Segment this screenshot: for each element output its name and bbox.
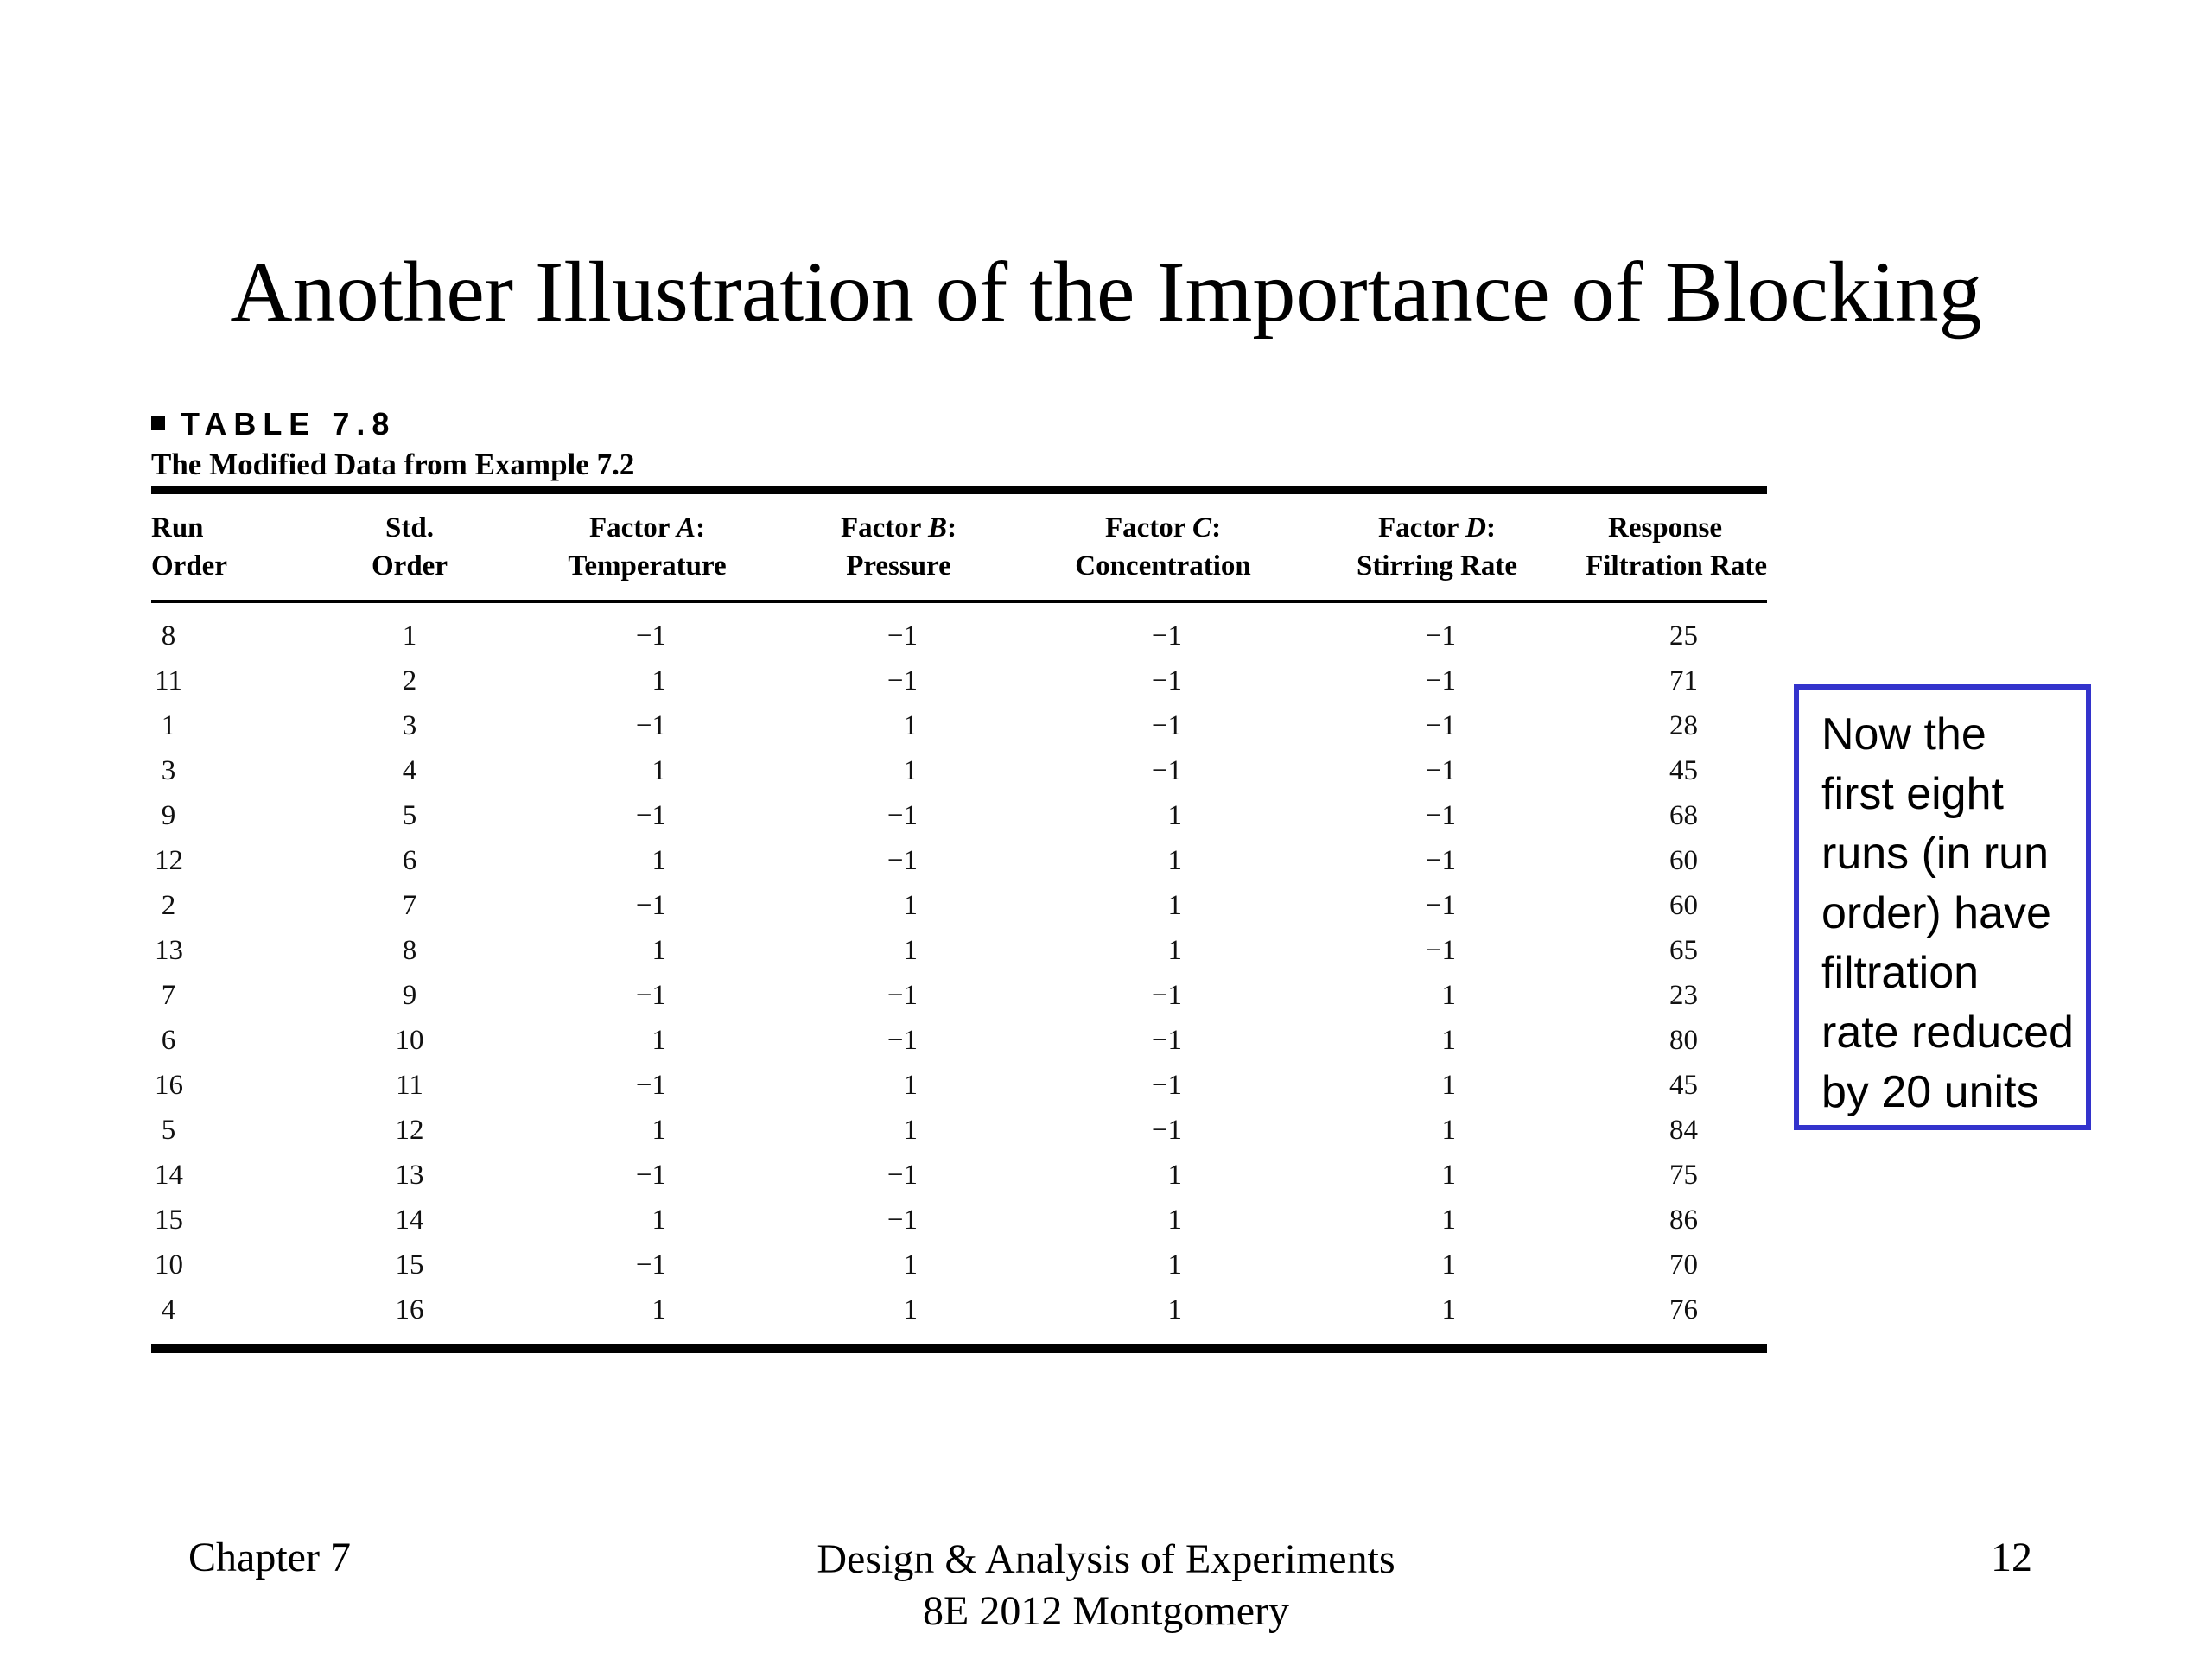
- cell-run-order: [151, 1160, 307, 1192]
- cell-factor-a: [512, 710, 782, 742]
- cell-factor-a: [512, 1205, 782, 1236]
- cell-factor-a: [512, 800, 782, 832]
- cell-std-order-value: 13: [395, 1159, 424, 1191]
- cell-std-order-value: 14: [395, 1204, 424, 1236]
- cell-response-value: 23: [1669, 979, 1698, 1011]
- cell-factor-c: [1015, 1205, 1311, 1236]
- cell-response-value: 75: [1669, 1159, 1698, 1191]
- cell-std-order: [307, 890, 512, 922]
- cell-factor-c: [1015, 890, 1311, 922]
- cell-factor-a: [512, 1115, 782, 1147]
- cell-run-order: [151, 665, 307, 697]
- cell-std-order-value: 10: [395, 1024, 424, 1056]
- cell-factor-a: [512, 665, 782, 697]
- cell-run-order-value: 16: [155, 1069, 183, 1101]
- cell-factor-b-value: −1: [887, 799, 918, 831]
- table-row: [151, 928, 1767, 973]
- footer-page-number: 12: [1991, 1535, 2032, 1580]
- callout-line: order) have: [1821, 888, 2051, 938]
- slide-title: Another Illustration of the Importance of Blocking: [230, 244, 1982, 340]
- cell-response: [1563, 620, 1767, 652]
- cell-run-order-value: 4: [161, 1294, 176, 1325]
- cell-response-value: 25: [1669, 620, 1698, 652]
- header-response: [1563, 509, 1767, 585]
- cell-factor-c-value: −1: [1151, 709, 1182, 741]
- cell-factor-a-value: 1: [652, 1204, 666, 1236]
- cell-factor-d: [1311, 1115, 1563, 1147]
- cell-response: [1563, 755, 1767, 787]
- footer-chapter: Chapter 7: [188, 1535, 351, 1580]
- cell-factor-c-value: 1: [1167, 1159, 1182, 1191]
- cell-factor-b: [782, 665, 1015, 697]
- cell-response: [1563, 1070, 1767, 1102]
- cell-std-order-value: 4: [402, 754, 417, 786]
- square-bullet-icon: [151, 416, 165, 430]
- cell-run-order: [151, 1249, 307, 1281]
- cell-factor-c-value: 1: [1167, 1204, 1182, 1236]
- cell-std-order: [307, 1294, 512, 1326]
- cell-factor-d-value: −1: [1425, 799, 1456, 831]
- cell-response-value: 45: [1669, 754, 1698, 786]
- cell-std-order-value: 8: [402, 934, 417, 966]
- cell-factor-b: [782, 890, 1015, 922]
- cell-factor-b: [782, 1160, 1015, 1192]
- header-text: :: [947, 512, 957, 543]
- cell-factor-c: [1015, 935, 1311, 967]
- cell-response-value: 60: [1669, 844, 1698, 876]
- cell-response: [1563, 890, 1767, 922]
- cell-factor-a-value: 1: [652, 664, 666, 696]
- header-var: B: [928, 512, 948, 543]
- cell-factor-b: [782, 1025, 1015, 1057]
- cell-factor-c: [1015, 845, 1311, 877]
- cell-factor-c-value: −1: [1151, 1024, 1182, 1056]
- cell-factor-b-value: 1: [903, 1294, 918, 1325]
- cell-run-order-value: 1: [161, 709, 176, 741]
- cell-factor-a: [512, 1249, 782, 1281]
- footer-course-line: Design & Analysis of Experiments: [817, 1536, 1395, 1582]
- cell-std-order: [307, 935, 512, 967]
- cell-response-value: 68: [1669, 799, 1698, 831]
- callout-line: rate reduced: [1821, 1007, 2074, 1058]
- cell-factor-c-value: 1: [1167, 1294, 1182, 1325]
- cell-response: [1563, 1249, 1767, 1281]
- cell-factor-d: [1311, 890, 1563, 922]
- cell-factor-d-value: −1: [1425, 664, 1456, 696]
- cell-factor-a: [512, 620, 782, 652]
- table-row: [151, 1108, 1767, 1153]
- cell-factor-d: [1311, 1249, 1563, 1281]
- cell-response-value: 76: [1669, 1294, 1698, 1325]
- cell-std-order: [307, 980, 512, 1012]
- callout-line: first eight: [1821, 769, 2004, 819]
- header-line: Response: [1607, 512, 1723, 543]
- header-line: [782, 509, 1015, 547]
- cell-factor-c: [1015, 1115, 1311, 1147]
- cell-factor-b: [782, 980, 1015, 1012]
- cell-factor-c: [1015, 665, 1311, 697]
- cell-std-order: [307, 1205, 512, 1236]
- cell-run-order-value: 13: [155, 934, 183, 966]
- cell-std-order-value: 15: [395, 1249, 424, 1281]
- cell-factor-c: [1015, 620, 1311, 652]
- callout-line: runs (in run: [1821, 829, 2049, 879]
- cell-factor-a-value: −1: [635, 1249, 666, 1281]
- cell-factor-d: [1311, 620, 1563, 652]
- cell-factor-c-value: 1: [1167, 844, 1182, 876]
- header-line: [1015, 509, 1311, 547]
- cell-factor-a-value: 1: [652, 844, 666, 876]
- cell-factor-b: [782, 1205, 1015, 1236]
- cell-factor-a-value: −1: [635, 979, 666, 1011]
- cell-factor-c: [1015, 1249, 1311, 1281]
- cell-factor-a-value: 1: [652, 1294, 666, 1325]
- header-factor-d: [1311, 509, 1563, 585]
- callout-line: Now the: [1821, 709, 1986, 760]
- cell-run-order: [151, 1294, 307, 1326]
- table-header: [151, 494, 1767, 600]
- cell-factor-c: [1015, 755, 1311, 787]
- cell-factor-d: [1311, 1160, 1563, 1192]
- cell-run-order: [151, 1070, 307, 1102]
- cell-factor-b-value: −1: [887, 620, 918, 652]
- header-text: Factor: [1378, 512, 1466, 543]
- cell-factor-d: [1311, 1294, 1563, 1326]
- cell-factor-b: [782, 710, 1015, 742]
- cell-run-order-value: 14: [155, 1159, 183, 1191]
- header-var: A: [677, 512, 696, 543]
- header-factor-a: [512, 509, 782, 585]
- header-text: :: [1211, 512, 1222, 543]
- cell-factor-b: [782, 845, 1015, 877]
- cell-factor-d-value: 1: [1441, 1249, 1456, 1281]
- cell-factor-c-value: 1: [1167, 934, 1182, 966]
- cell-factor-d-value: 1: [1441, 979, 1456, 1011]
- cell-factor-b-value: −1: [887, 664, 918, 696]
- cell-std-order-value: 12: [395, 1114, 424, 1146]
- header-line: Temperature: [568, 550, 727, 582]
- cell-factor-d-value: −1: [1425, 844, 1456, 876]
- header-run-order: [151, 509, 307, 585]
- cell-factor-d-value: 1: [1441, 1294, 1456, 1325]
- table-row: [151, 1153, 1767, 1198]
- table-row: [151, 1243, 1767, 1287]
- cell-factor-c: [1015, 980, 1311, 1012]
- cell-factor-c: [1015, 1070, 1311, 1102]
- cell-factor-d-value: −1: [1425, 754, 1456, 786]
- cell-run-order-value: 3: [161, 754, 176, 786]
- cell-factor-d: [1311, 1205, 1563, 1236]
- cell-std-order-value: 5: [402, 799, 417, 831]
- cell-run-order-value: 6: [161, 1024, 176, 1056]
- header-line: Run: [151, 512, 204, 543]
- cell-factor-d-value: −1: [1425, 889, 1456, 921]
- cell-std-order: [307, 845, 512, 877]
- cell-run-order: [151, 800, 307, 832]
- cell-std-order-value: 9: [402, 979, 417, 1011]
- cell-factor-a-value: 1: [652, 1024, 666, 1056]
- cell-response: [1563, 1205, 1767, 1236]
- header-var: D: [1465, 512, 1486, 543]
- cell-response: [1563, 1160, 1767, 1192]
- cell-factor-d-value: −1: [1425, 934, 1456, 966]
- header-line: Filtration Rate: [1586, 550, 1767, 582]
- header-line: Pressure: [846, 550, 951, 582]
- cell-std-order: [307, 1249, 512, 1281]
- cell-factor-b-value: 1: [903, 754, 918, 786]
- table-top-rule: [151, 486, 1767, 494]
- cell-factor-a-value: −1: [635, 799, 666, 831]
- cell-factor-b-value: −1: [887, 844, 918, 876]
- cell-response: [1563, 980, 1767, 1012]
- cell-factor-d-value: −1: [1425, 620, 1456, 652]
- cell-run-order-value: 8: [161, 620, 176, 652]
- cell-response: [1563, 935, 1767, 967]
- cell-factor-d: [1311, 755, 1563, 787]
- cell-factor-d-value: 1: [1441, 1114, 1456, 1146]
- cell-factor-d: [1311, 845, 1563, 877]
- table-row: [151, 793, 1767, 838]
- cell-factor-d-value: 1: [1441, 1024, 1456, 1056]
- table-row: [151, 613, 1767, 658]
- cell-factor-b-value: −1: [887, 1159, 918, 1191]
- table-row: [151, 838, 1767, 883]
- cell-std-order: [307, 710, 512, 742]
- cell-std-order-value: 7: [402, 889, 417, 921]
- cell-response: [1563, 710, 1767, 742]
- cell-response-value: 80: [1669, 1024, 1698, 1056]
- cell-factor-c-value: 1: [1167, 1249, 1182, 1281]
- header-text: Factor: [1104, 512, 1193, 543]
- cell-std-order-value: 2: [402, 664, 417, 696]
- header-factor-c: [1015, 509, 1311, 585]
- cell-response: [1563, 665, 1767, 697]
- cell-run-order: [151, 755, 307, 787]
- header-text: Factor: [588, 512, 677, 543]
- cell-factor-c-value: −1: [1151, 620, 1182, 652]
- header-line: Concentration: [1075, 550, 1251, 582]
- table-body: [151, 603, 1767, 1344]
- cell-std-order: [307, 665, 512, 697]
- cell-factor-b-value: 1: [903, 934, 918, 966]
- cell-factor-a-value: −1: [635, 620, 666, 652]
- cell-factor-a-value: −1: [635, 709, 666, 741]
- cell-factor-c-value: 1: [1167, 889, 1182, 921]
- cell-response: [1563, 1025, 1767, 1057]
- cell-std-order: [307, 1160, 512, 1192]
- cell-run-order: [151, 935, 307, 967]
- cell-std-order-value: 3: [402, 709, 417, 741]
- table-row: [151, 748, 1767, 793]
- header-text: Factor: [840, 512, 929, 543]
- callout-line: filtration: [1821, 948, 1980, 998]
- cell-factor-a-value: 1: [652, 1114, 666, 1146]
- cell-run-order-value: 12: [155, 844, 183, 876]
- cell-factor-d-value: 1: [1441, 1159, 1456, 1191]
- cell-factor-b-value: 1: [903, 1249, 918, 1281]
- header-std-order: [307, 509, 512, 585]
- callout-box: [1794, 684, 2091, 1130]
- cell-factor-c: [1015, 1294, 1311, 1326]
- table-bottom-rule: [151, 1344, 1767, 1353]
- cell-factor-a: [512, 755, 782, 787]
- header-line: [512, 509, 782, 547]
- cell-factor-b: [782, 1249, 1015, 1281]
- cell-run-order: [151, 1115, 307, 1147]
- cell-factor-a-value: 1: [652, 754, 666, 786]
- cell-run-order-value: 10: [155, 1249, 183, 1281]
- cell-response-value: 71: [1669, 664, 1698, 696]
- cell-factor-c: [1015, 1025, 1311, 1057]
- cell-std-order: [307, 1025, 512, 1057]
- header-line: Std.: [385, 512, 434, 543]
- cell-std-order: [307, 1115, 512, 1147]
- header-var: C: [1192, 512, 1212, 543]
- cell-std-order: [307, 1070, 512, 1102]
- cell-run-order: [151, 1205, 307, 1236]
- cell-factor-b: [782, 1070, 1015, 1102]
- cell-run-order: [151, 845, 307, 877]
- cell-std-order-value: 6: [402, 844, 417, 876]
- cell-factor-c-value: −1: [1151, 1069, 1182, 1101]
- footer-course: [0, 1534, 2212, 1637]
- header-text: :: [1485, 512, 1496, 543]
- data-table: [151, 486, 1767, 1353]
- cell-response-value: 45: [1669, 1069, 1698, 1101]
- cell-run-order: [151, 890, 307, 922]
- cell-factor-a: [512, 980, 782, 1012]
- cell-factor-b-value: 1: [903, 889, 918, 921]
- cell-factor-d: [1311, 800, 1563, 832]
- cell-factor-d-value: −1: [1425, 709, 1456, 741]
- cell-run-order-value: 7: [161, 979, 176, 1011]
- cell-factor-a-value: −1: [635, 889, 666, 921]
- header-line: [1311, 509, 1563, 547]
- cell-factor-b-value: 1: [903, 1069, 918, 1101]
- table-row: [151, 1063, 1767, 1108]
- table-row: [151, 703, 1767, 748]
- cell-response-value: 65: [1669, 934, 1698, 966]
- cell-response-value: 86: [1669, 1204, 1698, 1236]
- cell-factor-d: [1311, 980, 1563, 1012]
- cell-factor-d: [1311, 1070, 1563, 1102]
- header-text: :: [696, 512, 706, 543]
- cell-run-order-value: 11: [155, 664, 182, 696]
- cell-run-order: [151, 710, 307, 742]
- cell-response: [1563, 1115, 1767, 1147]
- cell-factor-a: [512, 890, 782, 922]
- cell-run-order-value: 9: [161, 799, 176, 831]
- footer-course-line: 8E 2012 Montgomery: [923, 1588, 1289, 1634]
- cell-factor-c: [1015, 800, 1311, 832]
- cell-run-order: [151, 980, 307, 1012]
- cell-factor-b-value: −1: [887, 1204, 918, 1236]
- cell-factor-c-value: −1: [1151, 754, 1182, 786]
- cell-response-value: 60: [1669, 889, 1698, 921]
- header-line: Order: [372, 550, 448, 582]
- table-row: [151, 1287, 1767, 1332]
- cell-factor-a: [512, 935, 782, 967]
- cell-factor-b: [782, 1115, 1015, 1147]
- table-label: [151, 406, 396, 442]
- cell-factor-c: [1015, 710, 1311, 742]
- cell-run-order: [151, 620, 307, 652]
- cell-factor-b-value: −1: [887, 979, 918, 1011]
- cell-run-order-value: 5: [161, 1114, 176, 1146]
- cell-factor-a-value: −1: [635, 1069, 666, 1101]
- cell-std-order: [307, 800, 512, 832]
- header-line: Stirring Rate: [1356, 550, 1518, 582]
- cell-run-order-value: 2: [161, 889, 176, 921]
- cell-run-order-value: 15: [155, 1204, 183, 1236]
- cell-std-order-value: 16: [395, 1294, 424, 1325]
- table-row: [151, 1198, 1767, 1243]
- table-label-text: TABLE 7.8: [181, 406, 397, 442]
- cell-factor-c-value: −1: [1151, 664, 1182, 696]
- cell-factor-d: [1311, 1025, 1563, 1057]
- cell-factor-d: [1311, 665, 1563, 697]
- cell-std-order: [307, 755, 512, 787]
- cell-factor-d: [1311, 710, 1563, 742]
- table-row: [151, 973, 1767, 1018]
- cell-factor-c-value: −1: [1151, 1114, 1182, 1146]
- cell-factor-b: [782, 1294, 1015, 1326]
- table-row: [151, 658, 1767, 703]
- cell-factor-c: [1015, 1160, 1311, 1192]
- cell-factor-c-value: −1: [1151, 979, 1182, 1011]
- cell-factor-a-value: −1: [635, 1159, 666, 1191]
- cell-response: [1563, 845, 1767, 877]
- cell-response-value: 70: [1669, 1249, 1698, 1281]
- cell-factor-b: [782, 755, 1015, 787]
- header-line: Order: [151, 550, 227, 582]
- callout-line: by 20 units: [1821, 1067, 2039, 1117]
- cell-factor-a-value: 1: [652, 934, 666, 966]
- cell-factor-c-value: 1: [1167, 799, 1182, 831]
- cell-response-value: 84: [1669, 1114, 1698, 1146]
- cell-factor-a: [512, 1025, 782, 1057]
- cell-std-order: [307, 620, 512, 652]
- cell-factor-a: [512, 1294, 782, 1326]
- cell-std-order-value: 1: [402, 620, 417, 652]
- cell-factor-a: [512, 1070, 782, 1102]
- cell-factor-b: [782, 620, 1015, 652]
- header-factor-b: [782, 509, 1015, 585]
- cell-factor-d: [1311, 935, 1563, 967]
- table-caption: The Modified Data from Example 7.2: [151, 448, 635, 481]
- cell-std-order-value: 11: [396, 1069, 423, 1101]
- cell-factor-a: [512, 845, 782, 877]
- table-row: [151, 883, 1767, 928]
- cell-factor-a: [512, 1160, 782, 1192]
- cell-factor-d-value: 1: [1441, 1069, 1456, 1101]
- cell-factor-b-value: −1: [887, 1024, 918, 1056]
- cell-response: [1563, 800, 1767, 832]
- table-row: [151, 1018, 1767, 1063]
- cell-factor-b: [782, 935, 1015, 967]
- cell-factor-b-value: 1: [903, 1114, 918, 1146]
- cell-run-order: [151, 1025, 307, 1057]
- cell-factor-d-value: 1: [1441, 1204, 1456, 1236]
- cell-factor-b-value: 1: [903, 709, 918, 741]
- cell-response: [1563, 1294, 1767, 1326]
- cell-response-value: 28: [1669, 709, 1698, 741]
- cell-factor-b: [782, 800, 1015, 832]
